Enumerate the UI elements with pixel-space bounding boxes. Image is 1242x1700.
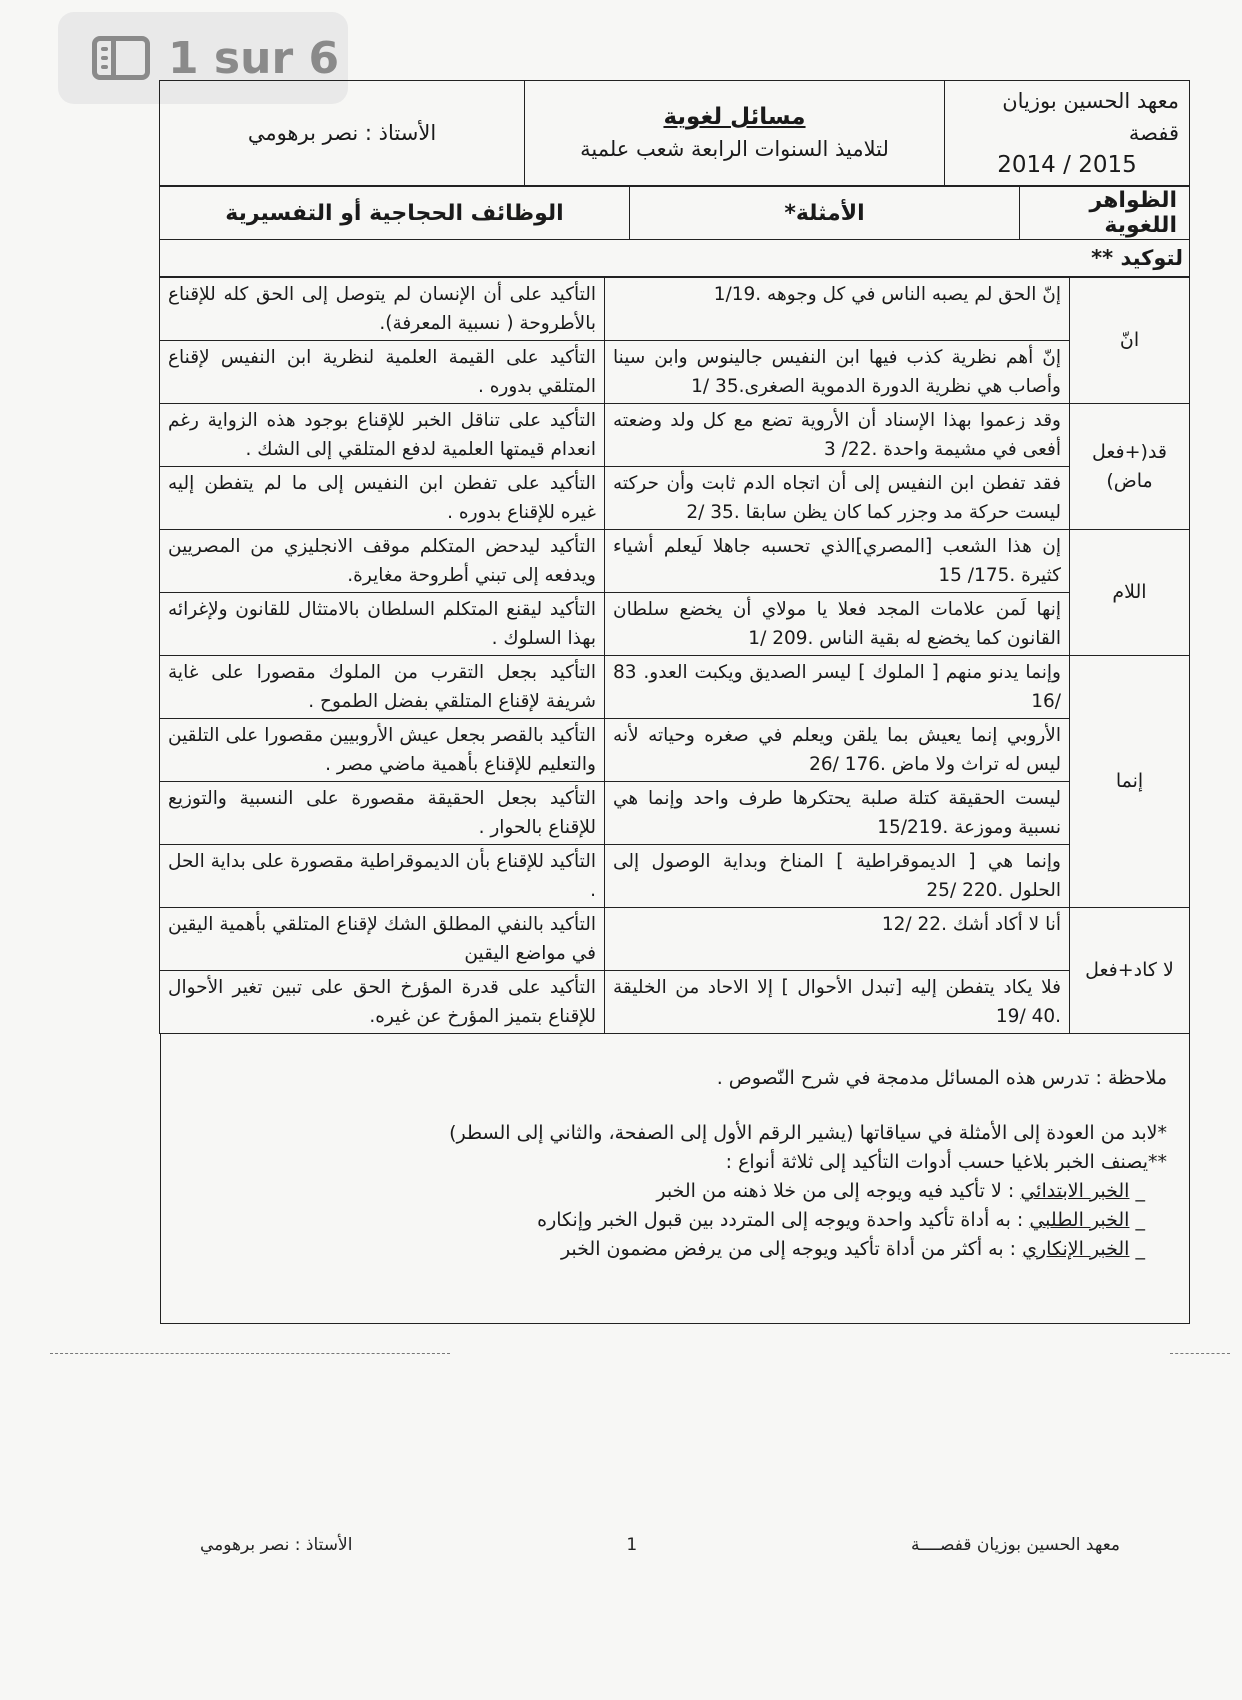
- school-header: [945, 81, 1190, 186]
- example-cell: فقد تفطن ابن النفيس إلى أن اتجاه الدم ثابت وأن حركته ليست حركة مد وجزر كما كان يظن سابقا .35 /2: [605, 467, 1070, 530]
- function-cell: التأكيد على تناقل الخبر للإقناع بوجود هذه الزواية رغم انعدام قيمتها العلمية لدفع المتلقي إلى الشك .: [160, 404, 605, 467]
- function-cell: التأكيد على القيمة العلمية لنظرية ابن النفيس لإقناع المتلقي بدوره .: [160, 341, 605, 404]
- table-row: [160, 341, 1190, 404]
- example-cell: وإنما يدنو منهم [ الملوك ] ليسر الصديق ويكبت العدو. 83 /16: [605, 656, 1070, 719]
- function-cell: التأكيد بالقصر بجعل عيش الأروبيين مقصورا على التلقين والتعليم للإقناع بأهمية ماضي مصر .: [160, 719, 605, 782]
- table-row: [160, 719, 1190, 782]
- footnote-star1: *لابد من العودة إلى الأمثلة في سياقاتها (يشير الرقم الأول إلى الصفحة، والثاني إلى السطر): [449, 1122, 1167, 1144]
- function-cell: التأكيد على تفطن ابن النفيس إلى ما لم يتفطن إليه غيره للإقناع بدوره .: [160, 467, 605, 530]
- message-type-item: _ الخبر الطلبي : به أداة تأكيد واحدة ويوجه إلى المتردد بين قبول الخبر وإنكاره: [537, 1209, 1145, 1231]
- table-row: [160, 971, 1190, 1034]
- function-cell: التأكيد ليقنع المتكلم السلطان بالامتثال للقانون ولإغرائه بهذا السلوك .: [160, 593, 605, 656]
- example-cell: الأروبي إنما يعيش بما يلقن ويعلم في صغره وحياته لأنه ليس له تراث ولا ماض .176 /26: [605, 719, 1070, 782]
- phenomenon-cell: لا كاد+فعل: [1070, 908, 1190, 1034]
- table-row: [160, 530, 1190, 593]
- note-line: ملاحظة : تدرس هذه المسائل مدمجة في شرح النّصوص .: [716, 1067, 1167, 1089]
- message-type-name: الخبر الابتدائي: [1020, 1180, 1130, 1202]
- divider: [1170, 1353, 1230, 1354]
- examples-table: [159, 277, 1190, 1034]
- school-name: معهد الحسين بوزيان قفصة: [1002, 89, 1179, 145]
- phenomenon-cell: إنما: [1070, 656, 1190, 908]
- col-examples: الأمثلة*: [630, 187, 1020, 240]
- function-cell: التأكيد على قدرة المؤرخ الحق على تبين تغير الأحوال للإقناع بتميز المؤرخ عن غيره.: [160, 971, 605, 1034]
- column-header-table: [159, 186, 1190, 277]
- school-year: 2015 / 2014: [997, 152, 1137, 178]
- example-cell: وإنما هي [ الديموقراطية ] المناخ وبداية الوصول إلى الحلول .220 /25: [605, 845, 1070, 908]
- message-type-desc: : به أكثر من أداة تأكيد ويوجه إلى من يرفض مضمون الخبر: [560, 1238, 1017, 1260]
- example-cell: إن هذا الشعب [المصري]الذي تحسبه جاهلا لَيعلم أشياء كثيرة .175/ 15: [605, 530, 1070, 593]
- message-type-desc: : به أداة تأكيد واحدة ويوجه إلى المتردد بين قبول الخبر وإنكاره: [537, 1209, 1024, 1231]
- teacher-name: الأستاذ : نصر برهومي: [160, 81, 525, 186]
- col-phenomena: الظواهر اللغوية: [1020, 187, 1190, 240]
- doc-title-cell: [525, 81, 945, 186]
- example-cell: إنّ الحق لم يصبه الناس في كل وجوهه .1/19: [605, 278, 1070, 341]
- phenomenon-cell: انّ: [1070, 278, 1190, 404]
- section-heading: لتوكيد **: [160, 240, 1190, 277]
- footer-teacher: الأستاذ : نصر برهومي: [200, 1535, 353, 1555]
- phenomenon-cell: قد(+فعل ماض): [1070, 404, 1190, 530]
- function-cell: التأكيد بجعل التقرب من الملوك مقصورا على غاية شريفة لإقناع المتلقي بفضل الطموح .: [160, 656, 605, 719]
- message-type-desc: : لا تأكيد فيه ويوجه إلى من خلا ذهنه من الخبر: [656, 1180, 1015, 1202]
- footer-school: معهد الحسين بوزيان قفصــــة: [910, 1535, 1120, 1555]
- example-cell: وقد زعموا بهذا الإسناد أن الأروية تضع مع كل ولد وضعته أفعى في مشيمة واحدة .22/ 3: [605, 404, 1070, 467]
- header-table: [159, 80, 1190, 186]
- message-type-item: _ الخبر الإنكاري : به أكثر من أداة تأكيد ويوجه إلى من يرفض مضمون الخبر: [560, 1238, 1145, 1260]
- notes-box: [160, 1034, 1190, 1324]
- table-row: [160, 782, 1190, 845]
- example-cell: إنها لَمن علامات المجد فعلا يا مولاي أن يخضع سلطان القانون كما يخضع له بقية الناس .209 /1: [605, 593, 1070, 656]
- table-row: [160, 845, 1190, 908]
- message-type-item: _ الخبر الابتدائي : لا تأكيد فيه ويوجه إلى من خلا ذهنه من الخبر: [656, 1180, 1145, 1202]
- table-row: [160, 593, 1190, 656]
- sidebar-document-icon: [92, 36, 150, 80]
- example-cell: أنا لا أكاد أشك .22 /12: [605, 908, 1070, 971]
- footnote-star2: **يصنف الخبر بلاغيا حسب أدوات التأكيد إلى ثلاثة أنواع :: [725, 1151, 1167, 1173]
- page-footer: [200, 1535, 1120, 1555]
- message-type-name: الخبر الطلبي: [1029, 1209, 1130, 1231]
- function-cell: التأكيد بجعل الحقيقة مقصورة على النسبية والتوزيع للإقناع بالحوار .: [160, 782, 605, 845]
- function-cell: التأكيد ليدحض المتكلم موقف الانجليزي من المصريين ويدفعه إلى تبني أطروحة مغايرة.: [160, 530, 605, 593]
- example-cell: فلا يكاد يتفطن إليه [تبدل الأحوال ] إلا الاحاد من الخليقة .40 /19: [605, 971, 1070, 1034]
- doc-subtitle: لتلاميذ السنوات الرابعة شعب علمية: [580, 137, 889, 161]
- example-cell: ليست الحقيقة كتلة صلبة يحتكرها طرف واحد وإنما هي نسبية وموزعة .15/219: [605, 782, 1070, 845]
- types-list: [183, 1177, 1167, 1264]
- table-row: [160, 404, 1190, 467]
- table-row: [160, 467, 1190, 530]
- table-row: [160, 656, 1190, 719]
- doc-title: مسائل لغوية: [663, 104, 806, 130]
- phenomenon-cell: اللام: [1070, 530, 1190, 656]
- function-cell: التأكيد للإقناع بأن الديموقراطية مقصورة على بداية الحل .: [160, 845, 605, 908]
- function-cell: التأكيد بالنفي المطلق الشك لإقناع المتلقي بأهمية اليقين في مواضع اليقين: [160, 908, 605, 971]
- example-cell: إنّ أهم نظرية كذب فيها ابن النفيس جالينوس وابن سينا وأصاب هي نظرية الدورة الدموية الصغرى.35 /1: [605, 341, 1070, 404]
- message-type-name: الخبر الإنكاري: [1022, 1238, 1130, 1260]
- col-functions: الوظائف الحجاجية أو التفسيرية: [160, 187, 630, 240]
- page-counter-text: 1 sur 6: [168, 32, 340, 84]
- document-body: [160, 80, 1190, 1324]
- table-row: [160, 908, 1190, 971]
- divider: [50, 1353, 450, 1354]
- footer-page-number: 1: [626, 1535, 638, 1555]
- table-row: [160, 278, 1190, 341]
- function-cell: التأكيد على أن الإنسان لم يتوصل إلى الحق كله للإقناع بالأطروحة ( نسبية المعرفة).: [160, 278, 605, 341]
